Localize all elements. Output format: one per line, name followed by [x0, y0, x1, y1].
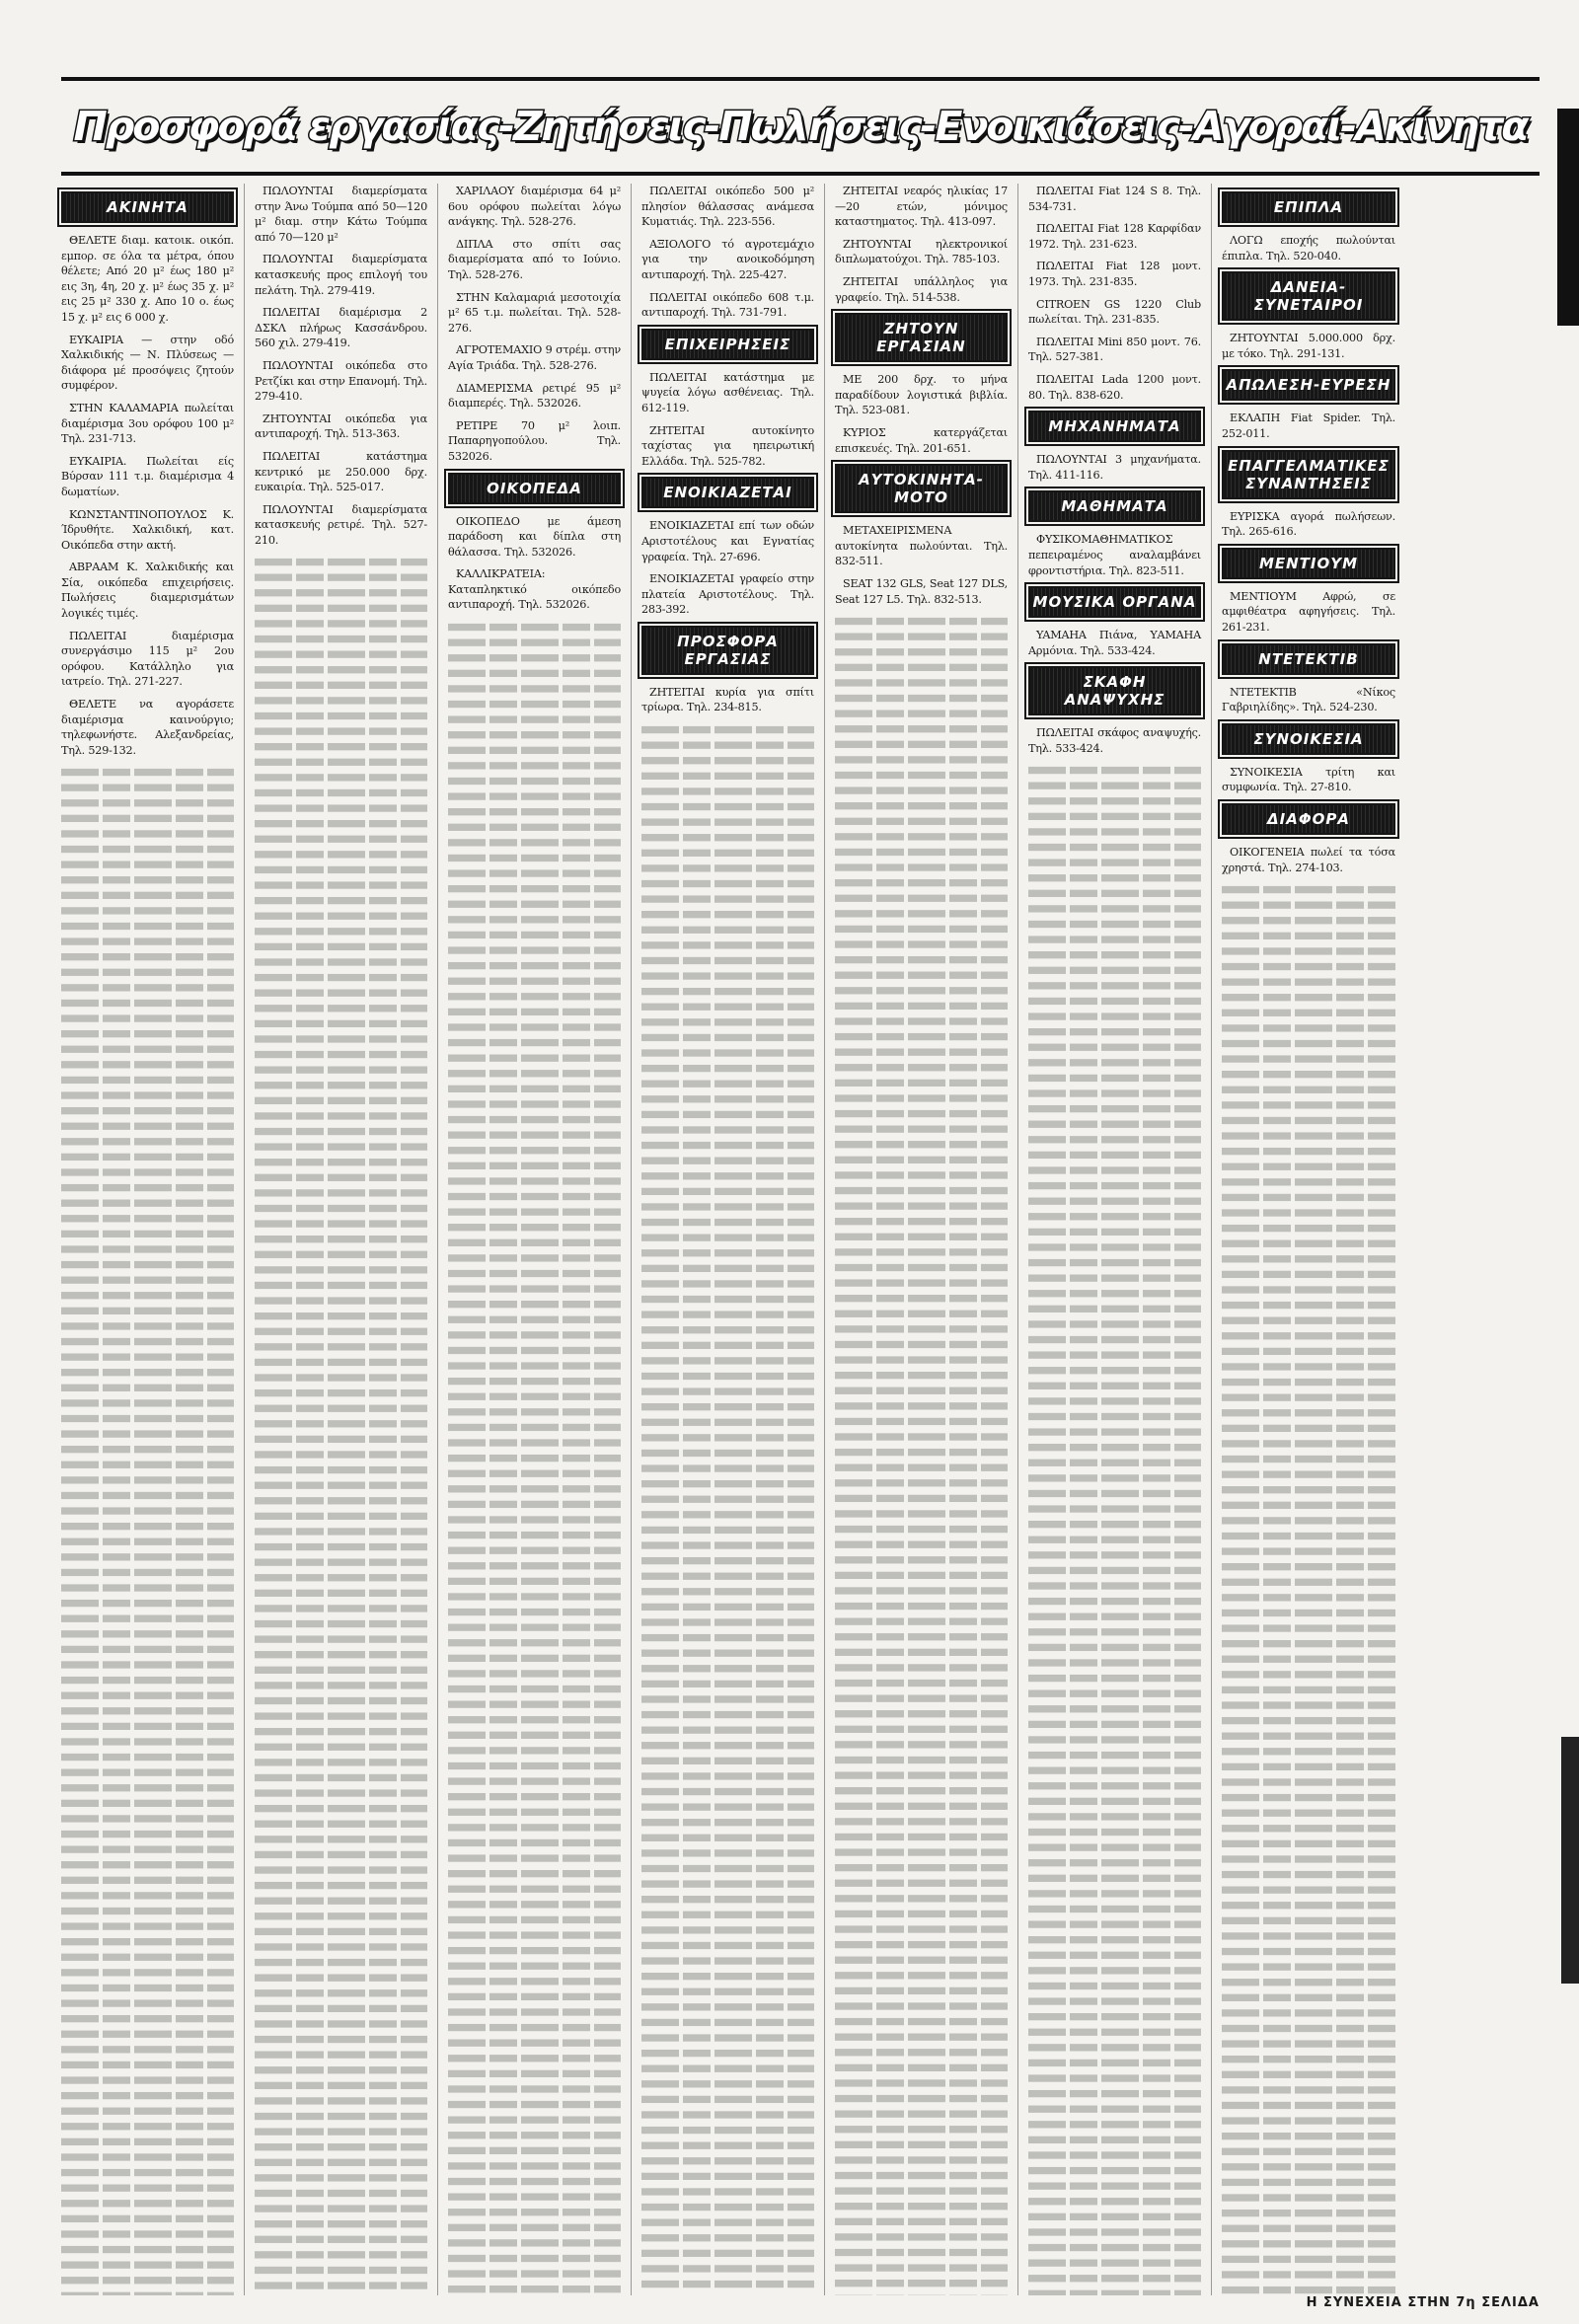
dense-ad-text-block: [641, 722, 814, 2295]
classified-ad: ΠΩΛΕΙΤΑΙ οικόπεδο 608 τ.μ. αντιπαροχή. Τηλ. 731-791.: [641, 290, 814, 320]
classified-ad: ΟΙΚΟΓΕΝΕΙΑ πωλεί τα τόσα χρηστά. Τηλ. 274-103.: [1222, 845, 1395, 874]
classified-ad: ΖΗΤΕΙΤΑΙ υπάλληλος για γραφείο. Τηλ. 514-538.: [835, 274, 1008, 304]
classified-ad: ΚΥΡΙΟΣ κατεργάζεται επισκευές. Τηλ. 201-651.: [835, 425, 1008, 455]
section-heading: ΑΠΩΛΕΣΗ-ΕΥΡΕΣΗ: [1222, 369, 1395, 401]
classified-ad: ΠΩΛΟΥΝΤΑΙ 3 μηχανήματα. Τηλ. 411-116.: [1028, 453, 1201, 482]
section-heading: ΑΚΙΝΗΤΑ: [61, 191, 234, 223]
classified-ad: ΠΩΛΕΙΤΑΙ κατάστημα κεντρικό με 250.000 δρχ. ευκαιρία. Τηλ. 525-017.: [255, 449, 427, 494]
section-heading: ΕΠΑΓΓΕΛΜΑΤΙΚΕΣ ΣΥΝΑΝΤΗΣΕΙΣ: [1222, 450, 1395, 499]
section-heading: ΕΠΙΧΕΙΡΗΣΕΙΣ: [641, 329, 814, 360]
section-heading: ΝΤΕΤΕΚΤΙΒ: [1222, 643, 1395, 675]
section-heading: ΖΗΤΟΥΝ ΕΡΓΑΣΙΑΝ: [835, 313, 1008, 362]
classified-ad: ΟΙΚΟΠΕΔΟ με άμεση παράδοση και δίπλα στη θάλασσα. Τηλ. 532026.: [448, 514, 621, 559]
classified-ad: CITROEN GS 1220 Club πωλείται. Τηλ. 231-835.: [1028, 297, 1201, 327]
classified-ad: ΠΩΛΕΙΤΑΙ διαμέρισμα 2 ΔΣΚΛ πλήρως Κασσάνδρου. 560 χιλ. 279-419.: [255, 306, 427, 350]
classified-ad: ΡΕΤΙΡΕ 70 μ² λοιπ. Παπαρηγοπούλου. Τηλ. 532026.: [448, 418, 621, 463]
classified-ad: ΘΕΛΕΤΕ διαμ. κατοικ. οικόπ. εμπορ. σε όλα τα μέτρα, όπου θέλετε; Από 20 μ² έως 180 μ² εις 3η, 4η, 20 χ. μ² έως 35 χ. μ² εις 25 μ² 330 χ. Απο 10 ο. έως 15 χ. μ² εις 6 000 χ.: [61, 234, 234, 324]
section-heading: ΜΗΧΑΝΗΜΑΤΑ: [1028, 411, 1201, 442]
classified-ad: ΧΑΡΙΛΑΟΥ διαμέρισμα 64 μ² 6ου ορόφου πωλείται λόγω ανάγκης. Τηλ. 528-276.: [448, 185, 621, 229]
page-edge-mark: [1561, 1737, 1579, 1984]
section-heading: ΟΙΚΟΠΕΔΑ: [448, 473, 621, 504]
continuation-note: Η ΣΥΝΕΧΕΙΑ ΣΤΗΝ 7η ΣΕΛΙΔΑ: [1306, 2295, 1540, 2310]
classified-ad: ΜΕ 200 δρχ. το μήνα παραδίδουν λογιστικά βιβλία. Τηλ. 523-081.: [835, 373, 1008, 417]
classified-ad: ΖΗΤΟΥΝΤΑΙ ηλεκτρονικοί διπλωματούχοι. Τηλ. 785-103.: [835, 237, 1008, 266]
ad-column: [632, 184, 825, 2295]
section-heading: ΣΥΝΟΙΚΕΣΙΑ: [1222, 723, 1395, 755]
ad-column: [1212, 184, 1405, 2295]
ad-column: [438, 184, 632, 2295]
classified-ad: ΠΩΛΟΥΝΤΑΙ διαμερίσματα κατασκευής ρετιρέ. Τηλ. 527-210.: [255, 502, 427, 547]
section-heading: ΕΝΟΙΚΙΑΖΕΤΑΙ: [641, 477, 814, 508]
dense-ad-text-block: [61, 765, 234, 2295]
classified-ad: ΖΗΤΟΥΝΤΑΙ 5.000.000 δρχ. με τόκο. Τηλ. 291-131.: [1222, 332, 1395, 360]
classified-ad: ΠΩΛΟΥΝΤΑΙ οικόπεδα στο Ρετζίκι και στην Επανομή. Τηλ. 279-410.: [255, 358, 427, 404]
classified-ad: ΣΥΝΟΙΚΕΣΙΑ τρίτη και συμφωνία. Τηλ. 27-810.: [1222, 765, 1395, 794]
ad-column: [825, 184, 1018, 2295]
classified-ad: SEAT 132 GLS, Seat 127 DLS, Seat 127 L5. Τηλ. 832-513.: [835, 576, 1008, 606]
classified-ad: ΕΥΚΑΙΡΙΑ — στην οδό Χαλκιδικής — Ν. Πλύσεως — διάφορα μέ προσόψεις ζητούν συμφέρον.: [61, 333, 234, 393]
section-heading: ΠΡΟΣΦΟΡΑ ΕΡΓΑΣΙΑΣ: [641, 626, 814, 675]
classified-ad: ΛΟΓΩ εποχής πωλούνται έπιπλα. Τηλ. 520-040.: [1222, 234, 1395, 262]
masthead-title: Προσφορά εργασίας-Ζητήσεις-Πωλήσεις-Ενοικιάσεις-Αγοραί-Ακίνητα: [73, 102, 1528, 150]
classified-ad: ΠΩΛΕΙΤΑΙ Fiat 124 S 8. Τηλ. 534-731.: [1028, 185, 1201, 213]
section-heading: ΣΚΑΦΗ ΑΝΑΨΥΧΗΣ: [1028, 666, 1201, 715]
classified-ad: ΘΕΛΕΤΕ να αγοράσετε διαμέρισμα καινούργιο; τηλεφωνήστε. Αλεξανδρείας, Τηλ. 529-132.: [61, 698, 234, 757]
classified-ad: ΑΓΡΟΤΕΜΑΧΙΟ 9 στρέμ. στην Αγία Τριάδα. Τηλ. 528-276.: [448, 343, 621, 372]
classified-ad: ΖΗΤΟΥΝΤΑΙ οικόπεδα για αντιπαροχή. Τηλ. 513-363.: [255, 412, 427, 441]
classified-ad: ΠΩΛΟΥΝΤΑΙ διαμερίσματα κατασκευής προς επιλογή του πελάτη. Τηλ. 279-419.: [255, 253, 427, 297]
dense-ad-text-block: [1222, 882, 1395, 2295]
classifieds-masthead: [61, 77, 1540, 176]
section-heading: ΔΙΑΦΟΡΑ: [1222, 803, 1395, 835]
classified-ad: ΕΚΛΑΠΗ Fiat Spider. Τηλ. 252-011.: [1222, 412, 1395, 440]
dense-ad-text-block: [1028, 763, 1201, 2295]
classified-ad: ΑΞΙΟΛΟΓΟ τό αγροτεμάχιο για την ανοικοδόμηση αντιπαροχή. Τηλ. 225-427.: [641, 237, 814, 281]
classified-ad: ΠΩΛΕΙΤΑΙ Mini 850 μοντ. 76. Τηλ. 527-381.: [1028, 335, 1201, 364]
classified-ad: ΜΕΝΤΙΟΥΜ Αφρώ, σε αμφιθέατρα αφηγήσεις. Τηλ. 261-231.: [1222, 589, 1395, 634]
ad-column: [1018, 184, 1212, 2295]
classified-ad: ΠΩΛΕΙΤΑΙ Fiat 128 Καρφίδαν 1972. Τηλ. 231-623.: [1028, 222, 1201, 251]
classified-ad: ΕΝΟΙΚΙΑΖΕΤΑΙ γραφείο στην πλατεία Αριστοτέλους. Τηλ. 283-392.: [641, 572, 814, 617]
classified-ad: ΔΙΠΛΑ στο σπίτι σας διαμερίσματα από το Ιούνιο. Τηλ. 528-276.: [448, 237, 621, 281]
section-heading: ΔΑΝΕΙΑ-ΣΥΝΕΤΑΙΡΟΙ: [1222, 271, 1395, 321]
classified-ad: ΚΩΝΣΤΑΝΤΙΝΟΠΟΥΛΟΣ Κ. Ίδρυθήτε. Χαλκιδική, κατ. Οικόπεδα στην ακτή.: [61, 507, 234, 552]
ad-column: [51, 184, 245, 2295]
classified-ad: YAMAHA Πιάνα, ΥΑΜΑΗΑ Αρμόνια. Τηλ. 533-424.: [1028, 629, 1201, 657]
classified-ad: ΕΝΟΙΚΙΑΖΕΤΑΙ επί των οδών Αριστοτέλους και Εγνατίας γραφεία. Τηλ. 27-696.: [641, 519, 814, 563]
dense-ad-text-block: [255, 555, 427, 2295]
dense-ad-text-block: [835, 614, 1008, 2295]
classified-ad: ΕΥΡΙΣΚΑ αγορά πωλήσεων. Τηλ. 265-616.: [1222, 509, 1395, 539]
classified-ad: ΖΗΤΕΙΤΑΙ κυρία για σπίτι τρίωρα. Τηλ. 234-815.: [641, 685, 814, 714]
ad-columns: [51, 184, 1553, 2295]
classified-ad: ΚΑΛΛΙΚΡΑΤΕΙΑ: Καταπληκτικό οικόπεδο αντιπαροχή. Τηλ. 532026.: [448, 567, 621, 612]
section-heading: ΕΠΙΠΛΑ: [1222, 191, 1395, 223]
section-heading: ΜΑΘΗΜΑΤΑ: [1028, 490, 1201, 522]
dense-ad-text-block: [448, 620, 621, 2295]
section-heading: ΜΕΝΤΙΟΥΜ: [1222, 548, 1395, 579]
classified-ad: ΠΩΛΕΙΤΑΙ Lada 1200 μοντ. 80. Τηλ. 838-620.: [1028, 372, 1201, 402]
ad-column: [245, 184, 438, 2295]
classified-ad: ΝΤΕΤΕΚΤΙΒ «Νίκος Γαβριηλίδης». Τηλ. 524-230.: [1222, 685, 1395, 714]
classified-ad: ΔΙΑΜΕΡΙΣΜΑ ρετιρέ 95 μ² διαμπερές. Τηλ. 532026.: [448, 381, 621, 411]
classified-ad: ΠΩΛΕΙΤΑΙ κατάστημα με ψυγεία λόγω ασθένειας. Τηλ. 612-119.: [641, 370, 814, 414]
classified-ad: ΑΒΡΑΑΜ Κ. Χαλκιδικής και Σία, οικόπεδα επιχειρήσεις. Πωλήσεις διαμερισμάτων λογικές τιμές.: [61, 561, 234, 621]
classified-ad: ΠΩΛΕΙΤΑΙ σκάφος αναψυχής. Τηλ. 533-424.: [1028, 726, 1201, 755]
classified-ad: ΣΤΗΝ ΚΑΛΑΜΑΡΙΑ πωλείται διαμέρισμα 3ου ορόφου 100 μ² Τηλ. 231-713.: [61, 401, 234, 446]
section-heading: ΜΟΥΣΙΚΑ ΟΡΓΑΝΑ: [1028, 586, 1201, 618]
section-heading: ΑΥΤΟΚΙΝΗΤΑ-ΜΟΤΟ: [835, 464, 1008, 513]
classified-ad: ΖΗΤΕΙΤΑΙ νεαρός ηλικίας 17—20 ετών, μόνιμος καταστηματος. Τηλ. 413-097.: [835, 185, 1008, 229]
classified-ad: ΕΥΚΑΙΡΙΑ. Πωλείται είς Βύρσαν 111 τ.μ. διαμέρισμα 4 δωματίων.: [61, 454, 234, 498]
classified-ad: ΜΕΤΑΧΕΙΡΙΣΜΕΝΑ αυτοκίνητα πωλούνται. Τηλ. 832-511.: [835, 524, 1008, 568]
classified-ad: ΠΩΛΕΙΤΑΙ Fiat 128 μοντ. 1973. Τηλ. 231-835.: [1028, 260, 1201, 288]
classified-ad: ΠΩΛΟΥΝΤΑΙ διαμερίσματα στην Άνω Τούμπα από 50—120 μ² διαμ. στην Κάτω Τούμπα από 70—120 μ²: [255, 185, 427, 244]
classified-ad: ΠΩΛΕΙΤΑΙ διαμέρισμα συνεργάσιμο 115 μ² 2ου ορόφου. Κατάλληλο για ιατρείο. Τηλ. 271-227.: [61, 629, 234, 689]
classified-ad: ΣΤΗΝ Καλαμαριά μεσοτοιχία μ² 65 τ.μ. πωλείται. Τηλ. 528-276.: [448, 290, 621, 335]
page-edge-mark: [1557, 109, 1579, 326]
classified-ad: ΖΗΤΕΙΤΑΙ αυτοκίνητο ταχίστας για ηπειρωτική Ελλάδα. Τηλ. 525-782.: [641, 423, 814, 468]
classified-ad: ΦΥΣΙΚΟΜΑΘΗΜΑΤΙΚΟΣ πεπειραμένος αναλαμβάνει φροντιστήρια. Τηλ. 823-511.: [1028, 533, 1201, 577]
classified-ad: ΠΩΛΕΙΤΑΙ οικόπεδο 500 μ² πλησίον θάλασσας ανάμεσα Κυματιάς. Τηλ. 223-556.: [641, 185, 814, 229]
